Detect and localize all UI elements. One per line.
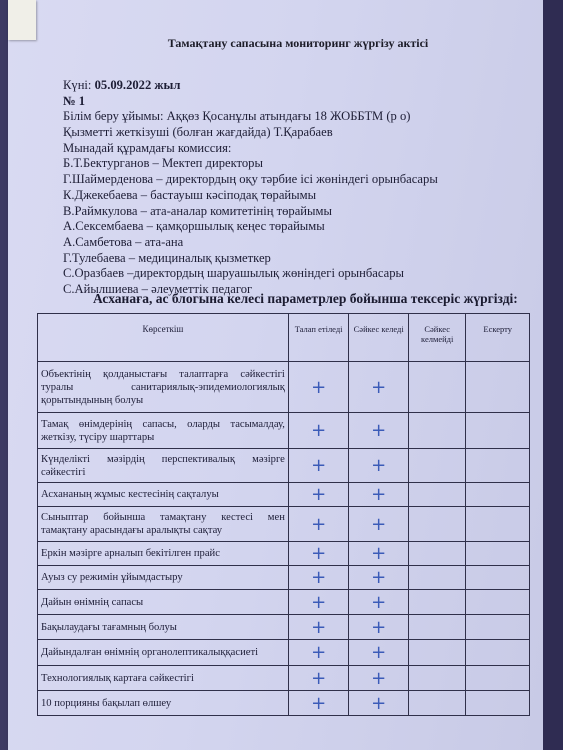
- required-mark: +: [288, 542, 348, 566]
- table-header-row: [38, 314, 530, 362]
- not-matching-cell: [408, 590, 465, 615]
- commission-member: А.Самбетова – ата-ана: [63, 234, 184, 249]
- commission-member: С.Айылшиева – әлеуметтік педагог: [63, 281, 253, 296]
- matches-mark: +: [349, 542, 409, 566]
- criterion-cell: Күнделікті мәзірдің перспективалық мәзірге сәйкестігі: [38, 449, 289, 483]
- note-cell: [466, 449, 530, 483]
- commission-member: Г.Шаймерденова – директордың оқу тәрбие ісі жөніндегі орынбасары: [63, 172, 438, 187]
- required-mark: +: [288, 413, 348, 449]
- required-mark: +: [288, 566, 348, 590]
- criterion-cell: Технологиялық картаға сәйкестігі: [38, 666, 289, 691]
- criterion-cell: Тамақ өнімдерінің сапасы, оларды тасымалдау, жеткізу, түсіру шарттары: [38, 413, 289, 449]
- required-mark: +: [288, 691, 348, 716]
- date-label: Күні:: [63, 78, 92, 92]
- table-row: [38, 691, 530, 716]
- matches-mark: +: [349, 449, 409, 483]
- table-row: [38, 542, 530, 566]
- table-row: [38, 666, 530, 691]
- criterion-cell: Дайындалған өнімнің органолептикалыққасиеті: [38, 640, 289, 666]
- criterion-cell: Асхананың жұмыс кестесінің сақталуы: [38, 483, 289, 507]
- not-matching-cell: [408, 483, 465, 507]
- inspection-subheading: Асханаға, ас блогына келесі параметрлер бойынша тексеріс жүргізді:: [93, 291, 518, 306]
- criterion-cell: Сыныптар бойынша тамақтану кестесі мен тамақтану арасындағы аралықты сақтау: [38, 507, 289, 542]
- note-cell: [466, 666, 530, 691]
- required-mark: +: [288, 615, 348, 640]
- matches-mark: +: [349, 590, 409, 615]
- matches-mark: +: [349, 666, 409, 691]
- note-cell: [466, 691, 530, 716]
- tape-corner: [8, 0, 36, 40]
- required-mark: +: [288, 590, 348, 615]
- not-matching-cell: [408, 362, 465, 413]
- commission-member: А.Сексембаева – қамқоршылық кеңес төрайымы: [63, 219, 325, 234]
- commission-member: Г.Тулебаева – медициналық қызметкер: [63, 250, 271, 265]
- commission-member: В.Раймкулова – ата-аналар комитетінің төрайымы: [63, 203, 332, 218]
- note-cell: [466, 542, 530, 566]
- matches-mark: +: [349, 615, 409, 640]
- not-matching-cell: [408, 542, 465, 566]
- note-cell: [466, 413, 530, 449]
- note-cell: [466, 566, 530, 590]
- note-cell: [466, 640, 530, 666]
- commission-member: С.Оразбаев –директордың шаруашылық жөніндегі орынбасары: [63, 266, 404, 281]
- criterion-cell: Бақылаудағы тағамның болуы: [38, 615, 289, 640]
- commission-member: К.Джекебаева – бастауыш кәсіподақ төрайымы: [63, 187, 317, 202]
- column-header: Көрсеткіш: [38, 314, 289, 362]
- table-row: [38, 507, 530, 542]
- not-matching-cell: [408, 615, 465, 640]
- header-block: [63, 78, 533, 298]
- not-matching-cell: [408, 413, 465, 449]
- required-mark: +: [288, 666, 348, 691]
- background-edge: [543, 0, 563, 750]
- date-line: [63, 78, 533, 94]
- not-matching-cell: [408, 566, 465, 590]
- matches-mark: +: [349, 691, 409, 716]
- matches-mark: +: [349, 413, 409, 449]
- table-row: [38, 449, 530, 483]
- column-header: Ескерту: [466, 314, 530, 362]
- table-row: [38, 640, 530, 666]
- not-matching-cell: [408, 449, 465, 483]
- criterion-cell: Объектінің қолданыстағы талаптарға сәйкестігі туралы санитариялық-эпидемиологиялық қорытындының болуы: [38, 362, 289, 413]
- inspection-table: [37, 313, 530, 716]
- not-matching-cell: [408, 691, 465, 716]
- required-mark: +: [288, 507, 348, 542]
- criterion-cell: Ауыз су режимін ұйымдастыру: [38, 566, 289, 590]
- not-matching-cell: [408, 507, 465, 542]
- info-line: Білім беру ұйымы: Аққөз Қосанұлы атындағы 18 ЖОББТМ (р о): [63, 109, 411, 124]
- table-row: [38, 615, 530, 640]
- table-row: [38, 483, 530, 507]
- document-title: Тамақтану сапасына мониторинг жүргізу актісі: [167, 36, 429, 50]
- required-mark: +: [288, 640, 348, 666]
- required-mark: +: [288, 483, 348, 507]
- commission-member: Б.Т.Бектурганов – Мектеп директоры: [63, 156, 263, 171]
- matches-mark: +: [349, 362, 409, 413]
- table-row: [38, 566, 530, 590]
- criterion-cell: 10 порцияны бақылап өлшеу: [38, 691, 289, 716]
- note-cell: [466, 615, 530, 640]
- not-matching-cell: [408, 640, 465, 666]
- criterion-cell: Еркін мәзірге арналып бекітілген прайс: [38, 542, 289, 566]
- document-number: № 1: [63, 93, 86, 108]
- info-line: Мынадай құрамдағы комиссия:: [63, 140, 232, 155]
- not-matching-cell: [408, 666, 465, 691]
- column-header: Сәйкес келмейді: [408, 314, 465, 362]
- note-cell: [466, 507, 530, 542]
- matches-mark: +: [349, 640, 409, 666]
- required-mark: +: [288, 449, 348, 483]
- required-mark: +: [288, 362, 348, 413]
- info-line: Қызметті жеткізуші (болған жағдайда) Т.Қарабаев: [63, 125, 333, 140]
- column-header: Талап етіледі: [288, 314, 348, 362]
- criterion-cell: Дайын өнімнің сапасы: [38, 590, 289, 615]
- note-cell: [466, 483, 530, 507]
- table-row: [38, 413, 530, 449]
- column-header: Сәйкес келеді: [349, 314, 409, 362]
- matches-mark: +: [349, 566, 409, 590]
- matches-mark: +: [349, 507, 409, 542]
- matches-mark: +: [349, 483, 409, 507]
- note-cell: [466, 590, 530, 615]
- table-row: [38, 590, 530, 615]
- note-cell: [466, 362, 530, 413]
- date-value: 05.09.2022 жыл: [94, 78, 181, 92]
- table-row: [38, 362, 530, 413]
